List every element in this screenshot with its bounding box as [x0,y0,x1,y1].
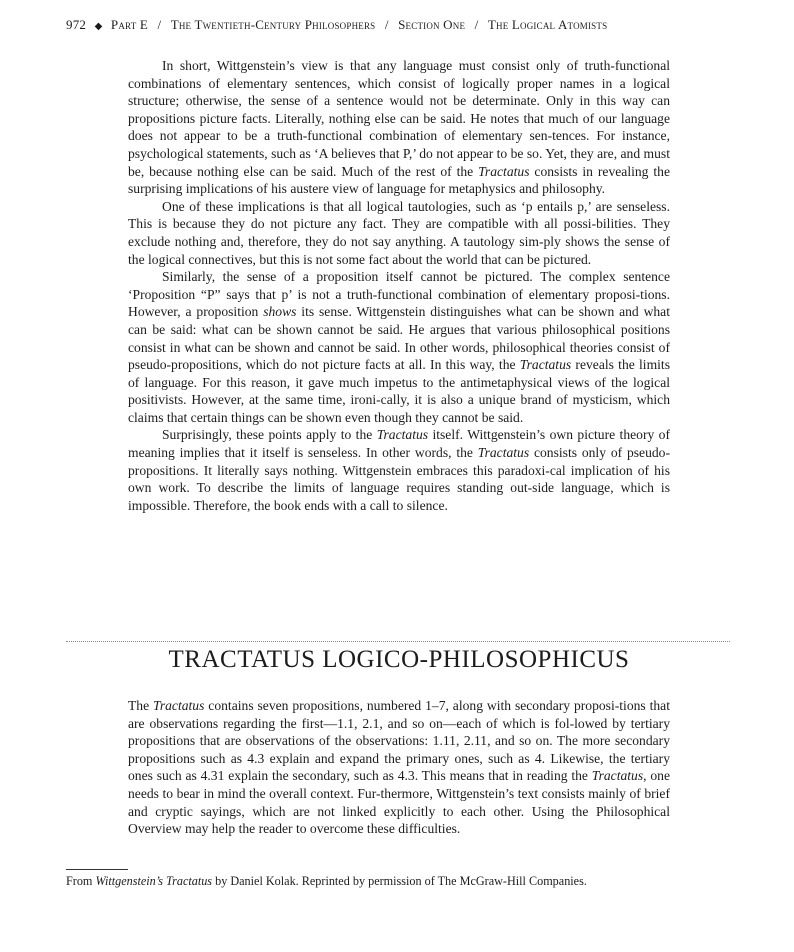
paragraph: In short, Wittgenstein’s view is that any language must consist only of truth-functional combinations of elementary sentences, which consist of logically proper names in a logical structure; otherwise, the sense of a sentence would not be determinate. Only in this way can propositions picture facts. Literally, nothing else can be said. He notes that much of our language does not appear to be a truth-functional combination of elementary sen-tences. For instance, psychological statements, such as ‘A believes that P,’ do not appear to be so. Yet, they are, and must be, because nothing else can be said. Much of the rest of the Tractatus consists in revealing the surprising implications of his austere view of language for metaphysics and philosophy. [128,58,670,197]
paragraph: One of these implications is that all logical tautologies, such as ‘p entails p,’ are senseless. This is because they do not picture any fact. They are compatible with all possi-bilities. They exclude nothing and, therefore, they do not say anything. A tautology sim-ply shows the sense of the logical connectives, but this is not some fact about the world that can be pictured. [128,198,670,267]
footnote-rule [66,869,128,870]
footnote: From Wittgenstein’s Tractatus by Daniel Kolak. Reprinted by permission of The McGraw-Hill Companies. [66,874,587,888]
running-head [66,17,706,33]
intro-text [128,57,670,514]
paragraph: The Tractatus contains seven propositions, numbered 1–7, along with secondary proposi-tions that are observations regarding the first—1.1, 2.1, and so on—each of which is fol-lowed by tertiary propositions that are observations of the observations: 1.11, 2.11, and so on. The more secondary propositions such as 4.3 explain and expand the primary ones, such as 4. Likewise, the tertiary ones such as 4.31 explain the secondary, such as 4.3. This means that in reading the Tractatus, one needs to bear in mind the overall context. Fur-thermore, Wittgenstein’s text consists mainly of brief and cryptic sayings, which are not linked explicitly to each other. Using the Philosophical Overview may help the reader to overcome these difficulties. [128,698,670,837]
part-label: Part E [110,17,148,32]
paragraph: Surprisingly, these points apply to the Tractatus itself. Wittgenstein’s own picture theory of meaning implies that it itself is senseless. In other words, the Tractatus consists only of pseudo-propositions. It literally says nothing. Wittgenstein embraces this paradoxi-cal implication of his own work. To describe the limits of language requires standing out-side language, which is impossible. Therefore, the book ends with a call to silence. [128,427,670,513]
page-number: 972 [66,17,87,32]
chapter-label: The Logical Atomists [487,17,608,32]
separator: / [384,17,389,32]
separator: / [157,17,162,32]
separator: / [474,17,479,32]
paragraph: Similarly, the sense of a proposition itself cannot be pictured. The complex sentence ‘Proposition “P” says that p’ is not a truth-functional combination of elementary proposi-tions. However, a proposition shows its sense. Wittgenstein distinguishes what can be shown and what can be said: what can be shown cannot be said. He argues that various philosophical positions consist in what can be shown and cannot be said. In other words, philosophical theories consist of pseudo-propositions, which do not picture facts at all. In this way, the Tractatus reveals the limits of language. For this reason, it gave much impetus to the antimetaphysical views of the logical positivists. However, at the same time, ironi-cally, it is also a unique brand of mysticism, which claims that certain things can be shown even though they cannot be said. [128,269,670,425]
section-title: TRACTATUS LOGICO-PHILOSOPHICUS [168,646,630,673]
section-text [128,697,670,838]
section-label: Section One [398,17,466,32]
diamond-icon: ◆ [94,21,103,32]
book-label: The Twentieth-Century Philosophers [170,17,376,32]
section-divider [66,641,730,642]
